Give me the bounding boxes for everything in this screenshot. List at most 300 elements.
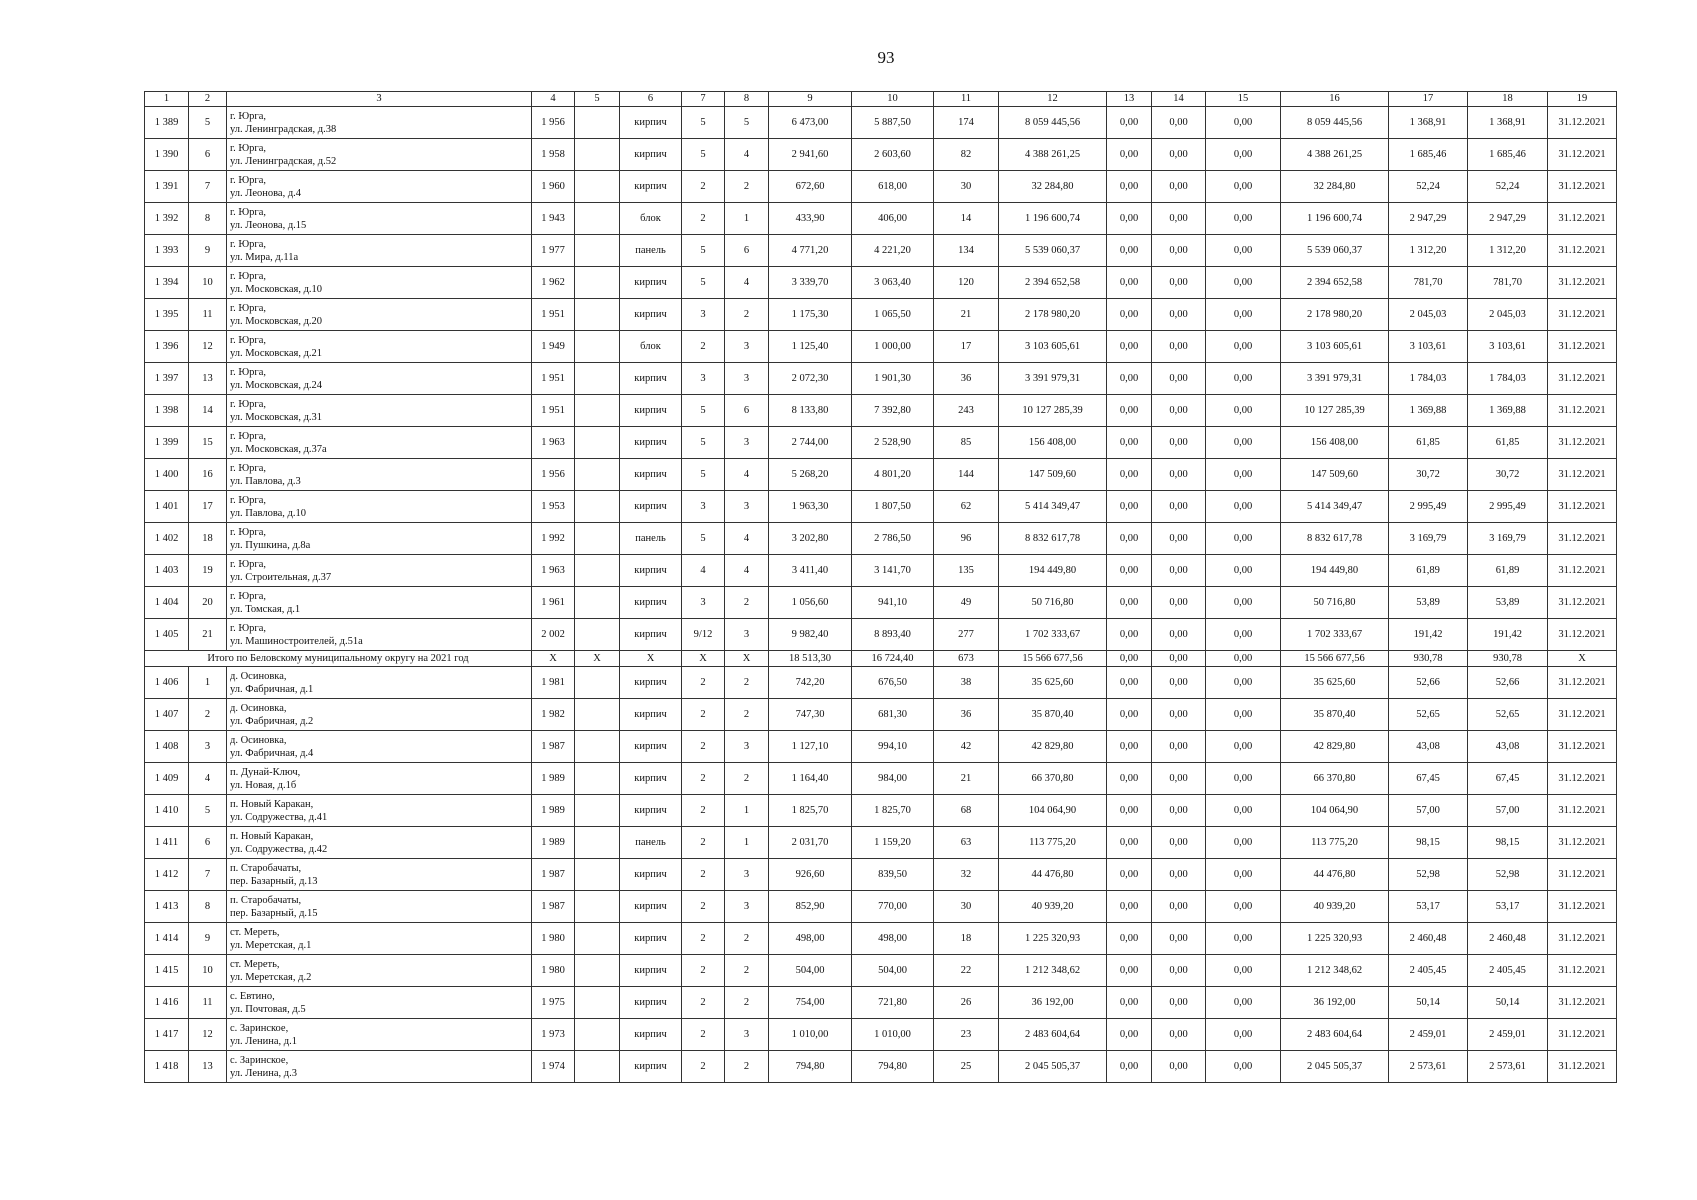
column-15-cell: 0,00	[1206, 555, 1281, 587]
completion-date-cell: 31.12.2021	[1548, 331, 1617, 363]
table-row	[145, 459, 1617, 491]
total-area-cell: 747,30	[769, 699, 852, 731]
entrances-cell: 5	[725, 107, 769, 139]
street-text: ул. Пушкина, д.8а	[230, 539, 311, 551]
wall-material-cell: кирпич	[620, 139, 682, 171]
floors-cell: 2	[682, 203, 725, 235]
sub-number-cell: 8	[189, 203, 227, 235]
housing-register-table	[144, 91, 1617, 1083]
living-area-cell: 676,50	[852, 667, 934, 699]
column-16-cell: 1 212 348,62	[1281, 955, 1389, 987]
column-14-cell: 0,00	[1152, 987, 1206, 1019]
floors-cell: 2	[682, 827, 725, 859]
column-number-2: 2	[189, 92, 227, 107]
repair-cost-total-cell: 4 388 261,25	[999, 139, 1107, 171]
floors-cell: 5	[682, 107, 725, 139]
address-cell	[227, 923, 532, 955]
settlement-text: г. Юрга,	[230, 430, 267, 442]
column-5-cell	[575, 235, 620, 267]
column-5-cell	[575, 859, 620, 891]
sub-number-cell: 6	[189, 827, 227, 859]
street-text: ул. Содружества, д.41	[230, 811, 328, 823]
column-15-cell: 0,00	[1206, 587, 1281, 619]
entrances-cell: 2	[725, 171, 769, 203]
column-15-cell: 0,00	[1206, 459, 1281, 491]
sub-number-cell: 21	[189, 619, 227, 651]
total-area-cell: 2 941,60	[769, 139, 852, 171]
entrances-cell: 2	[725, 955, 769, 987]
unit-cost-limit-cell: 1 369,88	[1468, 395, 1548, 427]
build-year-cell: 1 951	[532, 363, 575, 395]
column-number-14: 14	[1152, 92, 1206, 107]
residents-cell: 82	[934, 139, 999, 171]
total-area-cell: 852,90	[769, 891, 852, 923]
living-area-cell: 1 901,30	[852, 363, 934, 395]
total-area-cell: 4 771,20	[769, 235, 852, 267]
total-column-16-cell: 15 566 677,56	[1281, 651, 1389, 667]
entrances-cell: 2	[725, 763, 769, 795]
total-area-cell: 2 031,70	[769, 827, 852, 859]
column-5-cell	[575, 923, 620, 955]
column-15-cell: 0,00	[1206, 987, 1281, 1019]
wall-material-cell: блок	[620, 203, 682, 235]
build-year-cell: 1 982	[532, 699, 575, 731]
table-row	[145, 331, 1617, 363]
column-14-cell: 0,00	[1152, 859, 1206, 891]
record-number-cell: 1 403	[145, 555, 189, 587]
table-row	[145, 107, 1617, 139]
build-year-cell: 1 981	[532, 667, 575, 699]
table-row	[145, 699, 1617, 731]
address-cell	[227, 555, 532, 587]
sub-number-cell: 16	[189, 459, 227, 491]
column-13-cell: 0,00	[1107, 363, 1152, 395]
table-row	[145, 267, 1617, 299]
table-row	[145, 859, 1617, 891]
wall-material-cell: кирпич	[620, 923, 682, 955]
build-year-cell: 1 992	[532, 523, 575, 555]
floors-cell: 2	[682, 731, 725, 763]
living-area-cell: 941,10	[852, 587, 934, 619]
unit-cost-limit-cell: 2 405,45	[1468, 955, 1548, 987]
column-14-cell: 0,00	[1152, 667, 1206, 699]
residents-cell: 22	[934, 955, 999, 987]
column-13-cell: 0,00	[1107, 395, 1152, 427]
address-cell	[227, 203, 532, 235]
settlement-text: г. Юрга,	[230, 110, 267, 122]
completion-date-cell: 31.12.2021	[1548, 267, 1617, 299]
column-14-cell: 0,00	[1152, 523, 1206, 555]
column-5-cell	[575, 987, 620, 1019]
wall-material-cell: кирпич	[620, 987, 682, 1019]
repair-cost-total-cell: 40 939,20	[999, 891, 1107, 923]
sub-number-cell: 7	[189, 859, 227, 891]
floors-cell: 2	[682, 795, 725, 827]
completion-date-cell: 31.12.2021	[1548, 859, 1617, 891]
total-column-10-cell: 16 724,40	[852, 651, 934, 667]
settlement-text: г. Юрга,	[230, 590, 267, 602]
street-text: пер. Базарный, д.15	[230, 907, 318, 919]
living-area-cell: 994,10	[852, 731, 934, 763]
unit-cost-cell: 3 103,61	[1389, 331, 1468, 363]
repair-cost-total-cell: 8 059 445,56	[999, 107, 1107, 139]
total-column-17-cell: 930,78	[1389, 651, 1468, 667]
street-text: ул. Томская, д.1	[230, 603, 301, 615]
sub-number-cell: 1	[189, 667, 227, 699]
column-15-cell: 0,00	[1206, 267, 1281, 299]
wall-material-cell: кирпич	[620, 1019, 682, 1051]
record-number-cell: 1 391	[145, 171, 189, 203]
sub-number-cell: 18	[189, 523, 227, 555]
total-column-15-cell: 0,00	[1206, 651, 1281, 667]
build-year-cell: 1 974	[532, 1051, 575, 1083]
entrances-cell: 4	[725, 459, 769, 491]
record-number-cell: 1 415	[145, 955, 189, 987]
completion-date-cell: 31.12.2021	[1548, 363, 1617, 395]
unit-cost-cell: 3 169,79	[1389, 523, 1468, 555]
floors-cell: 5	[682, 395, 725, 427]
column-14-cell: 0,00	[1152, 923, 1206, 955]
settlement-text: д. Осиновка,	[230, 702, 287, 714]
wall-material-cell: кирпич	[620, 171, 682, 203]
unit-cost-limit-cell: 50,14	[1468, 987, 1548, 1019]
table-row	[145, 203, 1617, 235]
build-year-cell: 1 987	[532, 859, 575, 891]
column-5-cell	[575, 203, 620, 235]
column-15-cell: 0,00	[1206, 235, 1281, 267]
column-14-cell: 0,00	[1152, 459, 1206, 491]
unit-cost-cell: 52,66	[1389, 667, 1468, 699]
table-row	[145, 1051, 1617, 1083]
column-15-cell: 0,00	[1206, 299, 1281, 331]
column-5-cell	[575, 667, 620, 699]
street-text: ул. Московская, д.10	[230, 283, 323, 295]
entrances-cell: 2	[725, 923, 769, 955]
column-15-cell: 0,00	[1206, 395, 1281, 427]
column-15-cell: 0,00	[1206, 667, 1281, 699]
unit-cost-limit-cell: 98,15	[1468, 827, 1548, 859]
completion-date-cell: 31.12.2021	[1548, 1051, 1617, 1083]
repair-cost-total-cell: 32 284,80	[999, 171, 1107, 203]
living-area-cell: 984,00	[852, 763, 934, 795]
entrances-cell: 2	[725, 699, 769, 731]
settlement-text: п. Новый Каракан,	[230, 798, 314, 810]
settlement-text: г. Юрга,	[230, 270, 267, 282]
completion-date-cell: 31.12.2021	[1548, 395, 1617, 427]
address-cell	[227, 331, 532, 363]
address-cell	[227, 731, 532, 763]
residents-cell: 30	[934, 171, 999, 203]
completion-date-cell: 31.12.2021	[1548, 299, 1617, 331]
column-5-cell	[575, 891, 620, 923]
wall-material-cell: кирпич	[620, 859, 682, 891]
settlement-text: с. Заринское,	[230, 1054, 289, 1066]
total-area-cell: 3 202,80	[769, 523, 852, 555]
entrances-cell: 3	[725, 491, 769, 523]
address-cell	[227, 955, 532, 987]
completion-date-cell: 31.12.2021	[1548, 955, 1617, 987]
column-5-cell	[575, 795, 620, 827]
column-13-cell: 0,00	[1107, 987, 1152, 1019]
address-cell	[227, 1019, 532, 1051]
repair-cost-total-cell: 10 127 285,39	[999, 395, 1107, 427]
column-number-19: 19	[1548, 92, 1617, 107]
floors-cell: 2	[682, 1051, 725, 1083]
address-cell	[227, 763, 532, 795]
unit-cost-cell: 52,98	[1389, 859, 1468, 891]
settlement-text: с. Заринское,	[230, 1022, 289, 1034]
address-cell	[227, 427, 532, 459]
column-number-16: 16	[1281, 92, 1389, 107]
column-16-cell: 8 832 617,78	[1281, 523, 1389, 555]
column-13-cell: 0,00	[1107, 299, 1152, 331]
total-area-cell: 1 175,30	[769, 299, 852, 331]
column-13-cell: 0,00	[1107, 795, 1152, 827]
floors-cell: 3	[682, 363, 725, 395]
completion-date-cell: 31.12.2021	[1548, 923, 1617, 955]
total-column-7-cell: X	[682, 651, 725, 667]
street-text: ул. Фабричная, д.1	[230, 683, 314, 695]
settlement-text: г. Юрга,	[230, 334, 267, 346]
record-number-cell: 1 410	[145, 795, 189, 827]
completion-date-cell: 31.12.2021	[1548, 107, 1617, 139]
street-text: ул. Павлова, д.3	[230, 475, 301, 487]
street-text: ул. Ленинградская, д.52	[230, 155, 337, 167]
record-number-cell: 1 395	[145, 299, 189, 331]
entrances-cell: 1	[725, 795, 769, 827]
column-14-cell: 0,00	[1152, 171, 1206, 203]
column-13-cell: 0,00	[1107, 827, 1152, 859]
column-5-cell	[575, 363, 620, 395]
column-5-cell	[575, 619, 620, 651]
column-14-cell: 0,00	[1152, 331, 1206, 363]
sub-number-cell: 9	[189, 235, 227, 267]
column-5-cell	[575, 107, 620, 139]
floors-cell: 2	[682, 763, 725, 795]
sub-number-cell: 5	[189, 795, 227, 827]
column-number-12: 12	[999, 92, 1107, 107]
sub-number-cell: 15	[189, 427, 227, 459]
wall-material-cell: панель	[620, 523, 682, 555]
column-16-cell: 2 483 604,64	[1281, 1019, 1389, 1051]
residents-cell: 243	[934, 395, 999, 427]
settlement-text: г. Юрга,	[230, 174, 267, 186]
floors-cell: 4	[682, 555, 725, 587]
residents-cell: 134	[934, 235, 999, 267]
build-year-cell: 1 989	[532, 763, 575, 795]
column-14-cell: 0,00	[1152, 891, 1206, 923]
unit-cost-limit-cell: 1 784,03	[1468, 363, 1548, 395]
repair-cost-total-cell: 194 449,80	[999, 555, 1107, 587]
settlement-text: д. Осиновка,	[230, 670, 287, 682]
column-16-cell: 50 716,80	[1281, 587, 1389, 619]
column-15-cell: 0,00	[1206, 363, 1281, 395]
column-13-cell: 0,00	[1107, 619, 1152, 651]
total-column-8-cell: X	[725, 651, 769, 667]
residents-cell: 23	[934, 1019, 999, 1051]
table-row	[145, 987, 1617, 1019]
column-14-cell: 0,00	[1152, 827, 1206, 859]
column-13-cell: 0,00	[1107, 267, 1152, 299]
address-cell	[227, 107, 532, 139]
sub-number-cell: 7	[189, 171, 227, 203]
column-15-cell: 0,00	[1206, 827, 1281, 859]
unit-cost-cell: 2 405,45	[1389, 955, 1468, 987]
total-area-cell: 742,20	[769, 667, 852, 699]
column-5-cell	[575, 763, 620, 795]
completion-date-cell: 31.12.2021	[1548, 491, 1617, 523]
column-13-cell: 0,00	[1107, 763, 1152, 795]
table-row	[145, 555, 1617, 587]
street-text: ул. Московская, д.20	[230, 315, 323, 327]
column-14-cell: 0,00	[1152, 763, 1206, 795]
completion-date-cell: 31.12.2021	[1548, 235, 1617, 267]
record-number-cell: 1 411	[145, 827, 189, 859]
unit-cost-cell: 53,17	[1389, 891, 1468, 923]
column-15-cell: 0,00	[1206, 699, 1281, 731]
build-year-cell: 1 951	[532, 299, 575, 331]
build-year-cell: 1 987	[532, 731, 575, 763]
table-row	[145, 923, 1617, 955]
column-number-8: 8	[725, 92, 769, 107]
residents-cell: 21	[934, 763, 999, 795]
record-number-cell: 1 392	[145, 203, 189, 235]
address-cell	[227, 267, 532, 299]
floors-cell: 3	[682, 491, 725, 523]
build-year-cell: 1 963	[532, 427, 575, 459]
sub-number-cell: 14	[189, 395, 227, 427]
build-year-cell: 1 956	[532, 107, 575, 139]
floors-cell: 2	[682, 699, 725, 731]
column-13-cell: 0,00	[1107, 459, 1152, 491]
address-cell	[227, 459, 532, 491]
address-cell	[227, 795, 532, 827]
unit-cost-limit-cell: 61,89	[1468, 555, 1548, 587]
column-5-cell	[575, 555, 620, 587]
column-number-11: 11	[934, 92, 999, 107]
column-16-cell: 2 394 652,58	[1281, 267, 1389, 299]
unit-cost-limit-cell: 52,65	[1468, 699, 1548, 731]
settlement-text: г. Юрга,	[230, 302, 267, 314]
table-row	[145, 827, 1617, 859]
floors-cell: 2	[682, 891, 725, 923]
unit-cost-limit-cell: 2 045,03	[1468, 299, 1548, 331]
sub-number-cell: 6	[189, 139, 227, 171]
column-14-cell: 0,00	[1152, 107, 1206, 139]
build-year-cell: 1 989	[532, 795, 575, 827]
column-13-cell: 0,00	[1107, 699, 1152, 731]
wall-material-cell: кирпич	[620, 267, 682, 299]
unit-cost-limit-cell: 1 312,20	[1468, 235, 1548, 267]
column-5-cell	[575, 171, 620, 203]
street-text: ул. Ленинградская, д.38	[230, 123, 337, 135]
entrances-cell: 4	[725, 267, 769, 299]
floors-cell: 3	[682, 587, 725, 619]
column-5-cell	[575, 299, 620, 331]
column-16-cell: 1 702 333,67	[1281, 619, 1389, 651]
build-year-cell: 1 956	[532, 459, 575, 491]
repair-cost-total-cell: 2 394 652,58	[999, 267, 1107, 299]
total-area-cell: 498,00	[769, 923, 852, 955]
total-area-cell: 5 268,20	[769, 459, 852, 491]
sub-number-cell: 10	[189, 955, 227, 987]
column-13-cell: 0,00	[1107, 171, 1152, 203]
living-area-cell: 2 786,50	[852, 523, 934, 555]
completion-date-cell: 31.12.2021	[1548, 667, 1617, 699]
wall-material-cell: кирпич	[620, 667, 682, 699]
column-13-cell: 0,00	[1107, 523, 1152, 555]
repair-cost-total-cell: 1 225 320,93	[999, 923, 1107, 955]
total-area-cell: 1 963,30	[769, 491, 852, 523]
table-row	[145, 139, 1617, 171]
wall-material-cell: кирпич	[620, 763, 682, 795]
sub-number-cell: 8	[189, 891, 227, 923]
entrances-cell: 3	[725, 363, 769, 395]
settlement-text: п. Старобачаты,	[230, 894, 302, 906]
repair-cost-total-cell: 5 539 060,37	[999, 235, 1107, 267]
sub-number-cell: 3	[189, 731, 227, 763]
column-5-cell	[575, 491, 620, 523]
column-14-cell: 0,00	[1152, 491, 1206, 523]
build-year-cell: 1 975	[532, 987, 575, 1019]
floors-cell: 9/12	[682, 619, 725, 651]
column-14-cell: 0,00	[1152, 299, 1206, 331]
unit-cost-limit-cell: 2 460,48	[1468, 923, 1548, 955]
living-area-cell: 3 141,70	[852, 555, 934, 587]
total-column-12-cell: 15 566 677,56	[999, 651, 1107, 667]
living-area-cell: 1 159,20	[852, 827, 934, 859]
address-cell	[227, 235, 532, 267]
record-number-cell: 1 407	[145, 699, 189, 731]
column-14-cell: 0,00	[1152, 1019, 1206, 1051]
settlement-text: г. Юрга,	[230, 238, 267, 250]
column-14-cell: 0,00	[1152, 587, 1206, 619]
entrances-cell: 2	[725, 587, 769, 619]
column-16-cell: 194 449,80	[1281, 555, 1389, 587]
table-row	[145, 619, 1617, 651]
floors-cell: 2	[682, 171, 725, 203]
build-year-cell: 1 980	[532, 923, 575, 955]
column-15-cell: 0,00	[1206, 1019, 1281, 1051]
total-label: Итого по Беловскому муниципальному округу на 2021 год	[145, 651, 532, 667]
address-cell	[227, 363, 532, 395]
sub-number-cell: 12	[189, 331, 227, 363]
column-15-cell: 0,00	[1206, 171, 1281, 203]
column-13-cell: 0,00	[1107, 235, 1152, 267]
total-column-14-cell: 0,00	[1152, 651, 1206, 667]
address-cell	[227, 171, 532, 203]
unit-cost-cell: 1 685,46	[1389, 139, 1468, 171]
residents-cell: 18	[934, 923, 999, 955]
settlement-text: г. Юрга,	[230, 206, 267, 218]
repair-cost-total-cell: 1 702 333,67	[999, 619, 1107, 651]
floors-cell: 2	[682, 331, 725, 363]
repair-cost-total-cell: 66 370,80	[999, 763, 1107, 795]
residents-cell: 120	[934, 267, 999, 299]
repair-cost-total-cell: 8 832 617,78	[999, 523, 1107, 555]
column-15-cell: 0,00	[1206, 859, 1281, 891]
street-text: ул. Московская, д.24	[230, 379, 323, 391]
wall-material-cell: кирпич	[620, 459, 682, 491]
table-row	[145, 1019, 1617, 1051]
table-row	[145, 427, 1617, 459]
unit-cost-limit-cell: 1 368,91	[1468, 107, 1548, 139]
column-number-5: 5	[575, 92, 620, 107]
column-16-cell: 147 509,60	[1281, 459, 1389, 491]
record-number-cell: 1 390	[145, 139, 189, 171]
record-number-cell: 1 404	[145, 587, 189, 619]
address-cell	[227, 587, 532, 619]
